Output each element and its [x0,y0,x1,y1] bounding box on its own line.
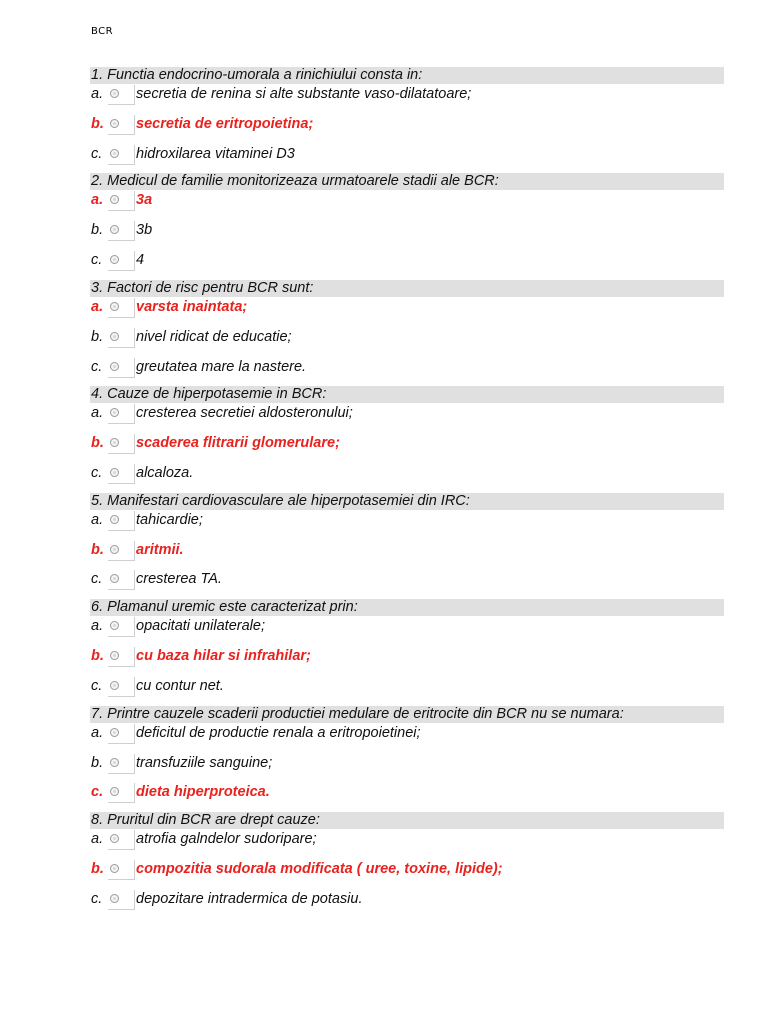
radio-button-icon[interactable] [110,894,119,903]
radio-button-icon[interactable] [110,728,119,737]
option-text: nivel ridicat de educatie; [136,328,292,345]
radio-button-icon[interactable] [110,681,119,690]
answer-option[interactable] [90,676,724,706]
option-text: cu baza hilar si infrahilar; [136,648,311,665]
question-text: 2. Medicul de familie monitorizeaza urmatoarele stadii ale BCR: [90,173,724,190]
answer-option[interactable] [90,190,724,220]
answer-option[interactable] [90,144,724,174]
question-block [90,67,724,173]
answer-option[interactable] [90,616,724,646]
option-letter: c. [91,677,103,694]
question-text: 1. Functia endocrino-umorala a rinichiului consta in: [90,67,724,84]
option-letter: a. [91,86,104,102]
option-letter: c. [91,784,104,801]
option-letter: c. [91,252,103,269]
option-letter: b. [91,115,104,132]
option-text: greutatea mare la nastere. [136,358,307,375]
answer-option[interactable] [90,357,724,387]
option-text: tahicardie; [136,511,203,528]
radio-button-icon[interactable] [110,362,119,371]
option-text: dieta hiperproteica. [136,784,270,801]
question-block [90,386,724,492]
quiz-list [90,67,724,919]
option-text: 4 [136,252,145,269]
answer-option[interactable] [90,250,724,280]
radio-button-icon[interactable] [110,332,119,341]
option-letter: b. [91,860,104,877]
option-letter: a. [91,298,104,315]
answer-option[interactable] [90,782,724,812]
option-letter: a. [91,405,104,422]
option-text: 3a [136,192,153,209]
question-text: 3. Factori de risc pentru BCR sunt: [90,280,724,297]
option-text: secretia de renina si alte substante vaso-dilatatoare; [136,86,472,102]
answer-option[interactable] [90,540,724,570]
radio-button-icon[interactable] [110,864,119,873]
answer-option[interactable] [90,220,724,250]
radio-button-icon[interactable] [110,758,119,767]
option-letter: a. [91,618,104,635]
question-text: 5. Manifestari cardiovasculare ale hiperpotasemiei din IRC: [90,493,724,510]
option-letter: b. [91,648,104,665]
option-letter: a. [91,831,104,848]
answer-option[interactable] [90,859,724,889]
option-text: aritmii. [136,541,184,558]
option-letter: b. [91,328,104,345]
option-letter: c. [91,890,103,907]
question-block [90,173,724,279]
option-letter: c. [91,145,103,162]
option-letter: b. [91,222,104,239]
option-text: scaderea flitrarii glomerulare; [136,435,340,452]
question-block [90,812,724,918]
option-letter: b. [91,541,104,558]
radio-button-icon[interactable] [110,255,119,264]
option-text: alcaloza. [136,464,194,481]
radio-button-icon[interactable] [110,515,119,524]
question-text: 7. Printre cauzele scaderii productiei medulare de eritrocite din BCR nu se numara: [90,706,724,723]
question-block [90,599,724,705]
option-letter: c. [91,571,103,588]
option-text: cu contur net. [136,677,224,694]
option-text: cresterea TA. [136,571,222,588]
question-text: 4. Cauze de hiperpotasemie in BCR: [90,386,724,403]
answer-option[interactable] [90,646,724,676]
answer-option[interactable] [90,327,724,357]
answer-option[interactable] [90,403,724,433]
radio-button-icon[interactable] [110,89,119,98]
option-letter: b. [91,435,104,452]
answer-option[interactable] [90,510,724,540]
radio-button-icon[interactable] [110,545,119,554]
question-text: 8. Pruritul din BCR are drept cauze: [90,812,724,829]
answer-option[interactable] [90,569,724,599]
answer-option[interactable] [90,433,724,463]
radio-button-icon[interactable] [110,302,119,311]
answer-option[interactable] [90,829,724,859]
answer-option[interactable] [90,297,724,327]
radio-button-icon[interactable] [110,468,119,477]
question-block [90,706,724,812]
answer-option[interactable] [90,84,724,114]
option-text: compozitia sudorala modificata ( uree, toxine, lipide); [136,860,503,877]
page-header-title: BCR [91,26,114,37]
option-text: hidroxilarea vitaminei D3 [136,145,295,162]
option-text: secretia de eritropoietina; [136,115,314,132]
option-text: depozitare intradermica de potasiu. [136,890,363,907]
answer-option[interactable] [90,889,724,919]
option-text: 3b [136,222,153,239]
option-letter: c. [91,358,103,375]
answer-option[interactable] [90,463,724,493]
option-letter: a. [91,511,104,528]
question-block [90,493,724,599]
radio-button-icon[interactable] [110,651,119,660]
option-text: cresterea secretiei aldosteronului; [136,405,353,422]
option-text: deficitul de productie renala a eritropoietinei; [136,724,421,741]
option-letter: b. [91,754,104,771]
option-text: varsta inaintata; [136,298,248,315]
option-letter: a. [91,724,104,741]
radio-button-icon[interactable] [110,149,119,158]
radio-button-icon[interactable] [110,119,119,128]
answer-option[interactable] [90,114,724,144]
option-letter: c. [91,464,103,481]
answer-option[interactable] [90,723,724,753]
option-text: transfuziile sanguine; [136,754,273,771]
option-text: atrofia galndelor sudoripare; [136,831,317,848]
question-block [90,280,724,386]
option-text: opacitati unilaterale; [136,618,265,635]
question-text: 6. Plamanul uremic este caracterizat prin: [90,599,724,616]
answer-option[interactable] [90,753,724,783]
option-letter: a. [91,192,104,209]
